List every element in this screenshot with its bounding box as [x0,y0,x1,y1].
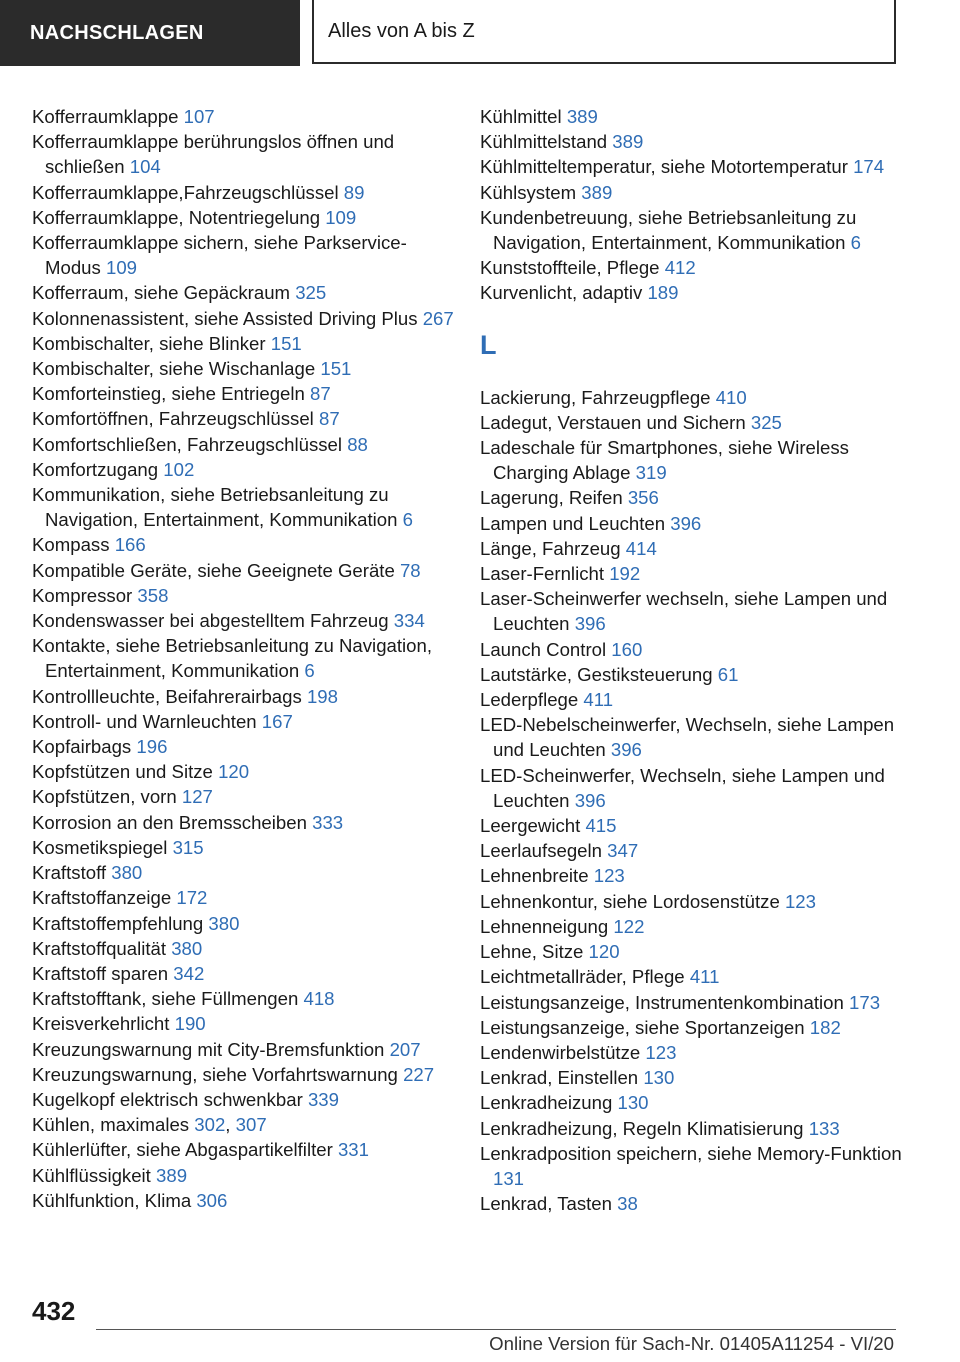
index-term: Kontroll- und Warnleuchten [32,710,257,732]
index-entry [32,457,462,482]
page-link[interactable]: 122 [613,915,645,937]
page-link[interactable]: 131 [493,1167,525,1189]
index-term: Lagerung, Reifen [480,487,623,509]
index-term: Länge, Fahrzeug [480,537,621,559]
page-link[interactable]: 166 [114,534,146,556]
index-term: Kofferraumklappe [32,106,179,127]
index-term: Kraftstoffanzeige [32,887,172,909]
page-link[interactable]: 389 [566,106,598,127]
page-link[interactable]: 339 [307,1088,339,1110]
page-link[interactable]: 396 [574,613,606,635]
page-link[interactable]: 6 [850,232,861,254]
index-term: Lendenwirbelstütze [480,1041,641,1063]
index-term: Kraftstoff [32,862,107,884]
page-link[interactable]: 182 [809,1016,841,1038]
page-link[interactable]: 411 [583,689,614,711]
page-link[interactable]: 78 [399,559,421,581]
index-entry [32,1188,462,1213]
index-entry: Kühlen, maximales 302, 307 [32,1114,267,1136]
index-entry [32,104,462,129]
index-entry [32,1011,462,1036]
index-entry [32,759,462,784]
page-link[interactable]: 120 [588,941,620,963]
page-link[interactable]: 107 [183,106,215,127]
index-entry [32,432,462,457]
index-term: Kühlflüssigkeit [32,1164,151,1186]
page-link[interactable]: 151 [320,358,352,380]
index-group-l [480,385,910,1217]
index-entry [480,1065,910,1090]
index-entry [32,306,462,331]
index-term: Kofferraumklappe sichern, siehe Parkservice-Modus [32,232,407,279]
index-term: Lackierung, Fahrzeugpflege [480,386,711,408]
page-link[interactable]: 307 [235,1114,267,1136]
index-entry [480,485,910,510]
index-term: Kraftstoffqualität [32,937,167,959]
index-entry [32,482,462,532]
index-entry [32,356,462,381]
index-term: Kugelkopf elektrisch schwenkbar [32,1088,303,1110]
page-header [0,0,960,66]
page-link[interactable]: 123 [593,865,625,887]
index-entry [32,709,462,734]
index-term: Korrosion an den Bremsscheiben [32,811,307,833]
index-entry [480,838,910,863]
page-link[interactable]: 130 [617,1092,649,1114]
page-link[interactable]: 418 [303,988,335,1010]
index-term: Kofferraumklappe, Notentriegelung [32,206,321,228]
page-link[interactable]: 396 [574,789,606,811]
index-entry [480,914,910,939]
index-term: Kontakte, siehe Betriebsanleitung zu Navigation, Entertainment, Kommunikation [32,635,433,682]
index-entry [480,1141,910,1191]
page-link[interactable]: 120 [218,761,250,783]
index-term: Kühlfunktion, Klima [32,1189,192,1211]
index-term: Leichtmetallräder, Pflege [480,966,685,988]
index-term: Kofferraumklappe,Fahrzeugschlüssel [32,181,339,203]
index-entry [480,205,910,255]
index-term: Kreuzungswarnung mit City-Bremsfunktion [32,1038,385,1060]
page-link[interactable]: 389 [581,181,613,203]
page-link[interactable]: 198 [306,685,338,707]
page-link[interactable]: 412 [664,257,696,279]
index-term: Kopfairbags [32,736,132,758]
page-link[interactable]: 123 [784,890,816,912]
index-entry [32,558,462,583]
page-link[interactable]: 174 [853,156,885,178]
index-entry [480,1191,910,1216]
index-term: Lehnenbreite [480,865,589,887]
index-term: Kreuzungswarnung, siehe Vorfahrtswarnung [32,1063,398,1085]
page-link[interactable]: 415 [585,815,617,837]
section-label: NACHSCHLAGEN [0,0,300,66]
index-entry [480,410,910,435]
index-term: Komfortzugang [32,458,159,480]
page-link[interactable]: 380 [111,862,143,884]
index-term: Lehnenkontur, siehe Lordosenstütze [480,890,780,912]
page-link[interactable]: 87 [310,383,331,405]
index-entry [480,637,910,662]
section-letter: L [480,329,497,360]
page-link[interactable]: 380 [171,937,203,959]
index-term: Lenkradheizung [480,1092,613,1114]
page-link[interactable]: 315 [172,836,204,858]
page-link[interactable]: 347 [607,840,639,862]
index-term: Kraftstofftank, siehe Füllmengen [32,988,299,1010]
index-entry [32,230,462,280]
index-term: Kosmetikspiegel [32,836,168,858]
index-entry [480,280,910,305]
page-link[interactable]: 133 [808,1117,840,1139]
index-term: Kopfstützen und Sitze [32,761,213,783]
index-term: Kundenbetreuung, siehe Betriebsanleitung zu Navigation, Entertainment, Kommunikation [480,206,857,254]
page-link[interactable]: 325 [750,411,782,433]
page-link[interactable]: 6 [304,660,315,682]
index-entry [32,986,462,1011]
index-entry [480,536,910,561]
index-entry [32,406,462,431]
index-term: Leistungsanzeige, siehe Sportanzeigen [480,1016,805,1038]
index-term: Komforteinstieg, siehe Entriegeln [32,383,305,405]
index-term: Laser-Scheinwerfer wechseln, siehe Lampen und Leuchten [480,588,888,635]
index-entry [480,435,910,485]
index-entry [480,385,910,410]
index-entry [32,1087,462,1112]
page-link[interactable]: 389 [612,131,644,153]
index-entry [32,583,462,608]
index-entry [32,1037,462,1062]
index-entry [32,608,462,633]
index-entry [32,684,462,709]
page-link[interactable]: 333 [312,811,344,833]
page-link[interactable]: 380 [208,912,240,934]
index-entry [32,911,462,936]
index-entry [32,885,462,910]
page-link[interactable]: 151 [270,332,302,354]
page-link[interactable]: 207 [389,1038,421,1060]
index-entry [480,1040,910,1065]
index-entry [32,633,462,683]
page-link[interactable]: 88 [347,433,368,455]
index-entry [480,129,910,154]
page-link[interactable]: 227 [403,1063,435,1085]
page-link[interactable]: 342 [173,962,205,984]
page-link[interactable]: 87 [318,408,340,430]
index-entry [480,763,910,813]
index-entry [480,813,910,838]
index-term: Lenkrad, Einstellen [480,1067,639,1089]
index-term: Lehne, Sitze [480,941,584,963]
index-entry [32,381,462,406]
index-term: Komfortöffnen, Fahrzeugschlüssel [32,408,314,430]
page-link[interactable]: 396 [670,512,702,534]
index-entry [480,712,910,762]
index-entry [480,889,910,914]
page-link[interactable]: 389 [156,1164,188,1186]
page-link[interactable]: 411 [689,966,720,988]
index-column-right [480,104,910,1216]
index-term: Kolonnenassistent, siehe Assisted Driving Plus [32,307,418,329]
index-entry [32,810,462,835]
index-entry [32,129,462,179]
index-term: Kühlen, maximales [32,1114,190,1136]
index-entry [480,863,910,888]
index-term: Kühlsystem [480,181,577,203]
index-entry [32,205,462,230]
index-term: Kompass [32,534,110,556]
index-entry [32,1137,462,1162]
index-entry [480,687,910,712]
index-term: Kondenswasser bei abgestelltem Fahrzeug [32,610,389,632]
index-entry [480,586,910,636]
index-entry [32,1062,462,1087]
index-term: Kompressor [32,584,133,606]
page-link[interactable]: 38 [617,1193,638,1215]
index-term: Leistungsanzeige, Instrumentenkombination [480,991,844,1013]
page-link[interactable]: 130 [643,1067,675,1089]
index-term: LED-Scheinwerfer, Wechseln, siehe Lampen und Leuchten [480,764,885,811]
index-entry [480,990,910,1015]
index-entry [480,939,910,964]
index-term: Lenkradheizung, Regeln Klimatisierung [480,1117,804,1139]
index-term: Kühlmittelstand [480,131,608,153]
page-link[interactable]: 167 [261,710,293,732]
chapter-title: Alles von A bis Z [312,0,896,64]
index-term: Launch Control [480,638,607,660]
index-entry [480,1015,910,1040]
page-link[interactable]: 123 [645,1041,677,1063]
page-link[interactable]: 127 [181,786,213,808]
index-entry [32,734,462,759]
index-term: Kofferraumklappe berührungslos öffnen und schließen [32,131,395,178]
page-link[interactable]: 196 [136,736,168,758]
index-term: Lautstärke, Gestiksteuerung [480,663,713,685]
page-link[interactable]: 172 [176,887,208,909]
footer-version: Online Version für Sach-Nr. 01405A11254 - VI/20 [489,1333,894,1354]
page-link[interactable]: 6 [402,509,413,531]
index-term: LED-Nebelscheinwerfer, Wechseln, siehe Lampen und Leuchten [480,714,895,761]
index-term: Lenkrad, Tasten [480,1193,612,1215]
page-link[interactable]: 192 [609,563,641,585]
page-link[interactable]: 89 [343,181,365,203]
index-term: Lenkradposition speichern, siehe Memory-Funktion [480,1142,902,1164]
index-entry [32,860,462,885]
index-term: Kofferraum, siehe Gepäckraum [32,282,291,304]
index-term: Kombischalter, siehe Wischanlage [32,358,316,380]
page-link[interactable]: 190 [174,1013,206,1035]
index-entry [480,104,910,129]
index-group-k [480,104,910,306]
page-link[interactable]: 334 [393,610,425,632]
page-link[interactable]: 173 [849,991,881,1013]
index-entry [480,180,910,205]
page-link[interactable]: 306 [196,1189,228,1211]
index-term: Ladeschale für Smartphones, siehe Wireless Charging Ablage [480,437,849,484]
index-entry [32,784,462,809]
page-link[interactable]: 267 [422,307,454,329]
page-link[interactable]: 61 [717,663,739,685]
index-entry [32,532,462,557]
index-term: Leerlaufsegeln [480,840,602,862]
index-term: Kraftstoffempfehlung [32,912,204,934]
index-term: Kurvenlicht, adaptiv [480,282,643,304]
page-link[interactable]: 356 [627,487,659,509]
index-term: Kombischalter, siehe Blinker [32,332,266,354]
page-link[interactable]: 160 [611,638,643,660]
page-number: 432 [32,1296,76,1326]
index-term: Kopfstützen, vorn [32,786,177,808]
index-entry [480,561,910,586]
page-link[interactable]: 104 [129,156,161,178]
index-entry [32,331,462,356]
page-link[interactable]: 109 [325,206,357,228]
page-link[interactable]: 410 [715,386,747,408]
index-entry [480,511,910,536]
index-term: Lederpflege [480,689,579,711]
index-entry [480,255,910,280]
index-entry [480,662,910,687]
index-entry [32,280,462,305]
index-term: Kunststoffteile, Pflege [480,257,660,279]
index-term: Kühlerlüfter, siehe Abgaspartikelfilter [32,1139,333,1161]
footer-divider [96,1329,896,1330]
index-term: Lehnenneigung [480,915,609,937]
index-entry [32,180,462,205]
page-link[interactable]: 102 [163,458,195,480]
page-link[interactable]: 396 [610,739,642,761]
index-term: Kühlmittel [480,106,562,127]
page-link[interactable]: 358 [137,584,169,606]
index-term: Laser-Fernlicht [480,563,605,585]
index-term: Komfortschließen, Fahrzeugschlüssel [32,433,343,455]
page-link[interactable]: 325 [295,282,327,304]
index-entry [480,154,910,179]
index-term: Kreisverkehrlicht [32,1013,170,1035]
page-link[interactable]: 302 [194,1114,226,1136]
index-term: Kommunikation, siehe Betriebsanleitung zu Navigation, Entertainment, Kommunikation [32,484,398,531]
index-entry [480,964,910,989]
index-column-left [32,104,462,1213]
index-entry [32,835,462,860]
index-entry [32,936,462,961]
index-term: Leergewicht [480,815,581,837]
index-entry [480,1116,910,1141]
index-term: Kompatible Geräte, siehe Geeignete Geräte [32,559,395,581]
index-term: Lampen und Leuchten [480,512,666,534]
index-term: Kühlmitteltemperatur, siehe Motortemperatur [480,156,848,178]
page-link[interactable]: 319 [635,462,667,484]
page-link[interactable]: 189 [647,282,679,304]
page-link[interactable]: 414 [625,537,657,559]
index-entry [480,1090,910,1115]
index-term: Kraftstoff sparen [32,962,169,984]
index-term: Kontrollleuchte, Beifahrerairbags [32,685,302,707]
index-entry [32,1163,462,1188]
index-entry [32,961,462,986]
index-term: Ladegut, Verstauen und Sichern [480,411,746,433]
page-link[interactable]: 109 [105,257,138,279]
page-link[interactable]: 331 [337,1139,369,1161]
